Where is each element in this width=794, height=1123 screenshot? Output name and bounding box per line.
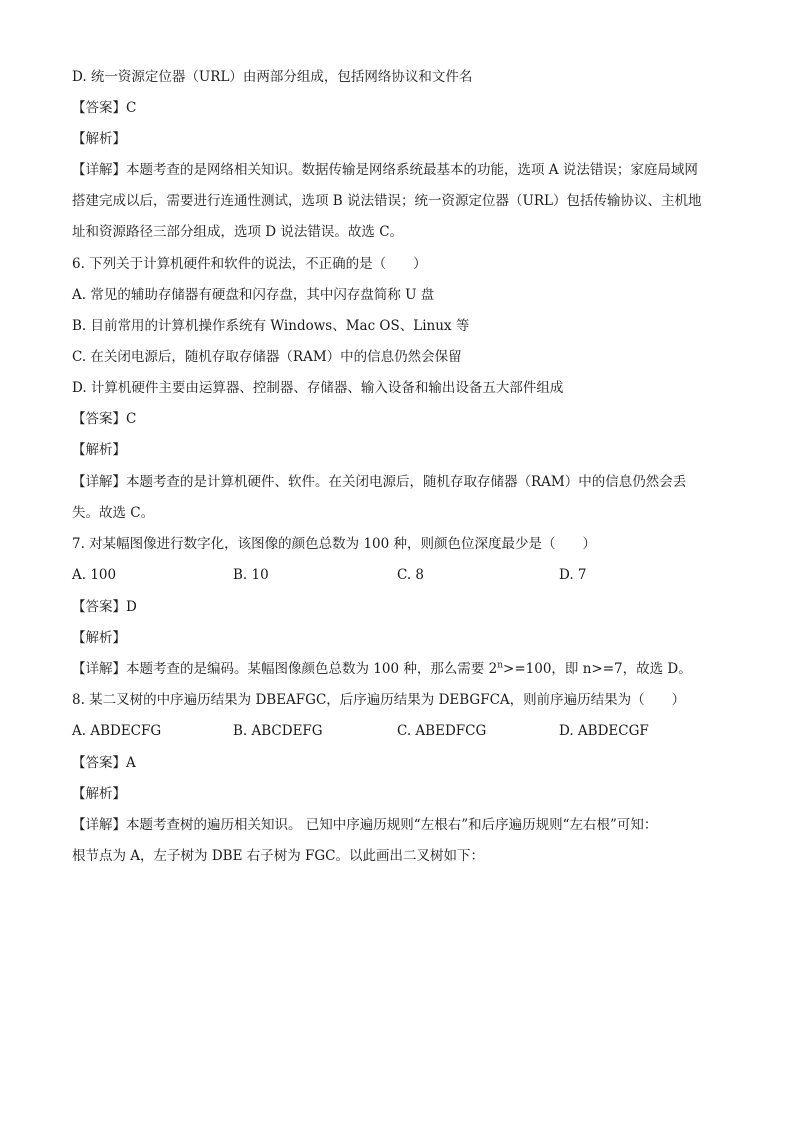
q7-detail-exponent: n: [497, 660, 504, 671]
q6-option-c: C. 在关闭电源后，随机存取存储器（RAM）中的信息仍然会保留: [72, 349, 462, 365]
q5-answer: 【答案】C: [72, 100, 137, 116]
q8-option-b: B. ABCDEFG: [233, 723, 323, 739]
q6-answer: 【答案】C: [72, 411, 137, 427]
q5-detail-line-3: 址和资源路径三部分组成，选项 D 说法错误。故选 C。: [72, 224, 404, 240]
q7-detail: [72, 659, 692, 679]
q5-analysis-heading: 【解析】: [72, 131, 126, 147]
q5-option-d: D. 统一资源定位器（URL）由两部分组成，包括网络协议和文件名: [72, 69, 473, 85]
q8-option-d: D. ABDECGF: [559, 723, 649, 739]
q6-option-a: A. 常见的辅助存储器有硬盘和闪存盘，其中闪存盘简称 U 盘: [72, 287, 435, 303]
q6-option-b: B. 目前常用的计算机操作系统有 Windows、Mac OS、Linux 等: [72, 318, 470, 334]
q7-option-d: D. 7: [559, 567, 587, 583]
q8-answer: 【答案】A: [72, 755, 136, 771]
q6-option-d: D. 计算机硬件主要由运算器、控制器、存储器、输入设备和输出设备五大部件组成: [72, 380, 564, 396]
q7-option-a: A. 100: [72, 567, 117, 583]
q7-answer: 【答案】D: [72, 599, 137, 615]
q7-detail-pre: 【详解】本题考查的是编码。某幅图像颜色总数为 100 种，那么需要 2: [72, 661, 498, 677]
q5-detail-line-1: 【详解】本题考查的是网络相关知识。数据传输是网络系统最基本的功能，选项 A 说法错误；家庭局域网: [72, 162, 698, 178]
q8-option-a: A. ABDECFG: [72, 723, 162, 739]
q6-stem: 6. 下列关于计算机硬件和软件的说法，不正确的是（ ）: [72, 256, 427, 272]
q8-option-c: C. ABEDFCG: [397, 723, 487, 739]
q8-stem: 8. 某二叉树的中序遍历结果为 DBEAFGC，后序遍历结果为 DEBGFCA，则前序遍历结果为（ ）: [72, 692, 686, 708]
q6-detail-line-1: 【详解】本题考查的是计算机硬件、软件。在关闭电源后，随机存取存储器（RAM）中的信息仍然会丢: [72, 474, 687, 490]
q7-option-b: B. 10: [233, 567, 269, 583]
q6-detail-line-2: 失。故选 C。: [72, 505, 155, 521]
q7-stem: 7. 对某幅图像进行数字化，该图像的颜色总数为 100 种，则颜色位深度最少是（ ）: [72, 536, 597, 552]
q8-analysis-heading: 【解析】: [72, 786, 126, 802]
q6-analysis-heading: 【解析】: [72, 442, 126, 458]
q8-detail-line-1: 【详解】本题考查树的遍历相关知识。 已知中序遍历规则“左根右”和后序遍历规则“左右根”可知：: [72, 817, 658, 833]
q5-detail-line-2: 搭建完成以后，需要进行连通性测试，选项 B 说法错误；统一资源定位器（URL）包括传输协议、主机地: [72, 193, 702, 209]
q7-analysis-heading: 【解析】: [72, 630, 126, 646]
q7-detail-post: >=100，即 n>=7，故选 D。: [503, 661, 692, 677]
q7-option-c: C. 8: [397, 567, 425, 583]
q8-detail-line-2: 根节点为 A，左子树为 DBE 右子树为 FGC。以此画出二叉树如下：: [72, 848, 484, 864]
